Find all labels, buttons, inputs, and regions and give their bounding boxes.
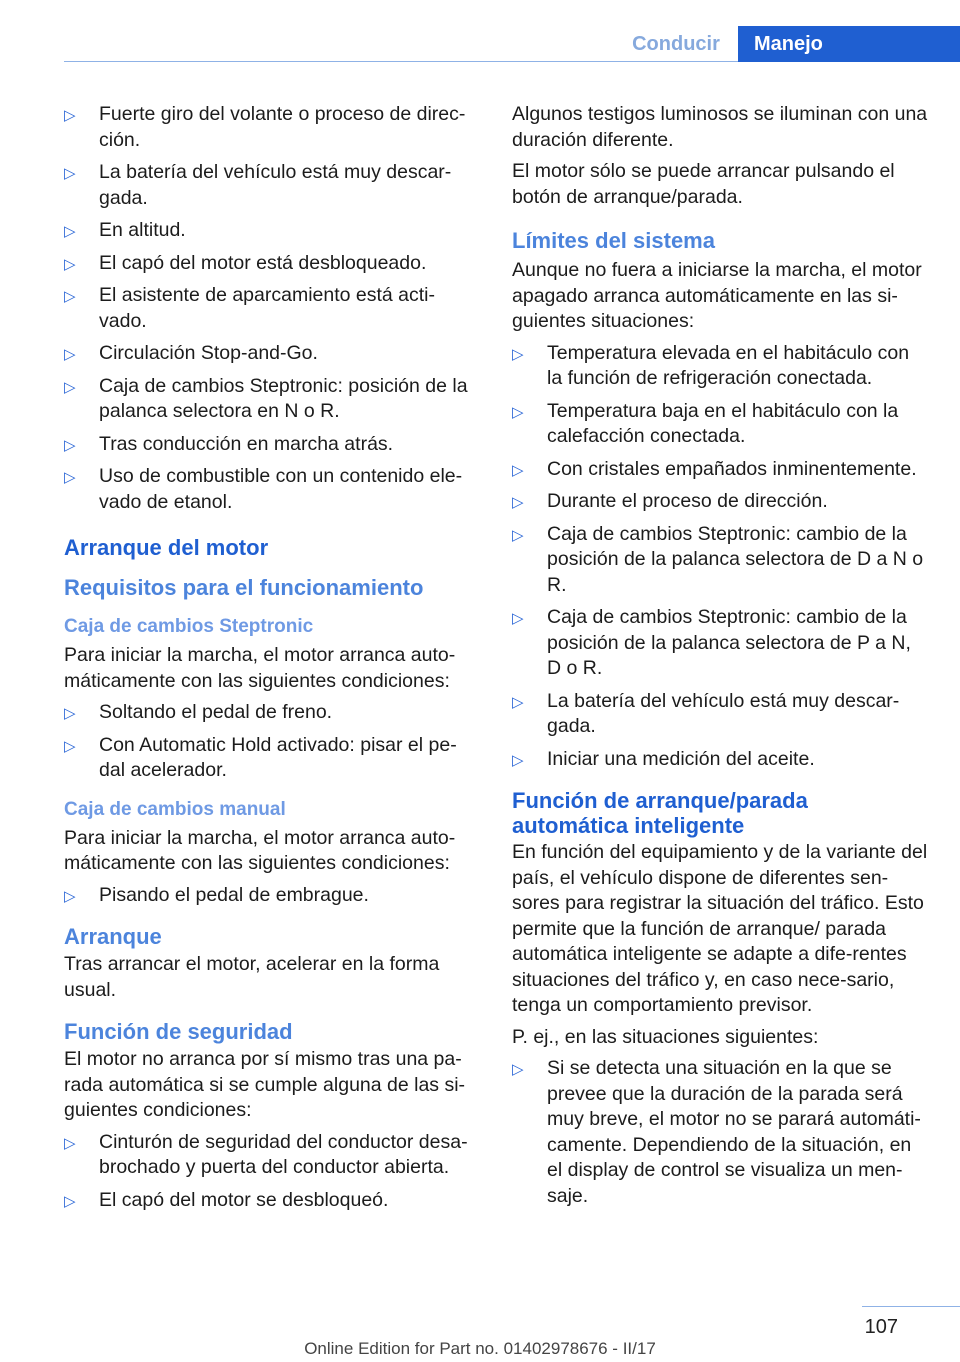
paragraph-testigos: Algunos testigos luminosos se iluminan con una duración diferente. [512,103,928,151]
list-item: ▷ Soltando el pedal de freno. [64,700,476,726]
list-item: ▷ Caja de cambios Steptronic: posición de la palanca selectora en N o R. [64,374,468,422]
list-item: ▷ Iniciar una medición del aceite. [512,747,928,773]
triangle-bullet-icon: ▷ [64,223,76,240]
list-item: ▷ Caja de cambios Steptronic: cambio de la posición de la palanca selectora de D a N o R. [512,522,924,596]
list-item: ▷ Caja de cambios Steptronic: cambio de la posición de la palanca selectora de P a N, D o R. [512,606,911,679]
list-item: ▷ Circulación Stop-and-Go. [64,341,476,367]
list-item: ▷ En altitud. [64,218,476,244]
triangle-bullet-icon: ▷ [64,705,76,722]
list-item: ▷ Con Automatic Hold activado: pisar el pe-dal acelerador. [64,733,457,781]
limites-list [512,341,928,773]
list-item: ▷ Temperatura baja en el habitáculo con la calefacción conectada. [512,399,899,447]
heading-inteligente: Función de arranque/parada automática inteligente [512,788,808,838]
tab-manejo[interactable]: Manejo [738,26,960,62]
triangle-bullet-icon: ▷ [512,751,524,769]
footer-rule [862,1306,960,1307]
list-item: ▷ El capó del motor se desbloqueó. [64,1188,476,1214]
tab-conducir[interactable]: Conducir [632,32,720,55]
triangle-bullet-icon: ▷ [512,403,524,421]
seguridad-list [64,1130,476,1214]
triangle-bullet-icon: ▷ [64,469,76,486]
list-item: ▷ Fuerte giro del volante o proceso de direc-ción. [64,103,466,151]
heading-requisitos: Requisitos para el funcionamiento [64,575,424,600]
paragraph-boton: El motor sólo se puede arrancar pulsando el botón de arranque/parada. [512,160,895,208]
triangle-bullet-icon: ▷ [64,436,76,454]
triangle-bullet-icon: ▷ [64,378,76,396]
paragraph-limites: Aunque no fuera a iniciarse la marcha, el motor apagado arranca automáticamente en las si-guientes situaciones: [512,259,922,332]
paragraph-arranque: Tras arrancar el motor, acelerar en la forma usual. [64,953,440,1001]
left-column [64,102,476,1220]
heading-manual: Caja de cambios manual [64,798,286,820]
paragraph-situaciones: P. ej., en las situaciones siguientes: [512,1025,819,1048]
page-number: 107 [864,1316,898,1338]
paragraph-steptronic: Para iniciar la marcha, el motor arranca auto-máticamente con las siguientes condiciones: [64,644,456,692]
manual-list [64,883,476,909]
list-item: ▷ Uso de combustible con un contenido ele-vado de etanol. [64,465,463,513]
heading-seguridad: Función de seguridad [64,1019,293,1044]
heading-steptronic: Caja de cambios Steptronic [64,616,314,637]
triangle-bullet-icon: ▷ [64,165,76,182]
list-item: ▷ Tras conducción en marcha atrás. [64,432,476,458]
heading-limites: Límites del sistema [512,228,715,253]
paragraph-manual: Para iniciar la marcha, el motor arranca auto-máticamente con las siguientes condiciones: [64,826,456,874]
triangle-bullet-icon: ▷ [64,107,76,124]
triangle-bullet-icon: ▷ [64,887,76,905]
triangle-bullet-icon: ▷ [512,693,524,711]
triangle-bullet-icon: ▷ [512,345,524,363]
triangle-bullet-icon: ▷ [64,255,76,273]
edition-note: Online Edition for Part no. 01402978676 - II/17 [304,1339,656,1358]
triangle-bullet-icon: ▷ [64,346,76,363]
triangle-bullet-icon: ▷ [512,1061,524,1078]
triangle-bullet-icon: ▷ [512,461,524,479]
list-item: ▷ La batería del vehículo está muy descar-gada. [512,689,900,737]
triangle-bullet-icon: ▷ [64,1134,76,1152]
list-item: ▷ Cinturón de seguridad del conductor desa-brochado y puerta del conductor abierta. [64,1130,468,1178]
list-item: ▷ Durante el proceso de dirección. [512,489,928,515]
heading-arranque: Arranque [64,924,162,949]
list-item: ▷ Temperatura elevada en el habitáculo con la función de refrigeración conectada. [512,341,910,389]
triangle-bullet-icon: ▷ [512,526,524,544]
list-item: ▷ Con cristales empañados inminentemente. [512,457,928,483]
right-column [512,102,928,1216]
triangle-bullet-icon: ▷ [512,494,524,511]
heading-arranque-motor: Arranque del motor [64,535,269,560]
paragraph-inteligente: En función del equipamiento y de la variante del país, el vehículo dispone de diferentes sen-sores para registrar la situación del tráfico. Esto permite que la función de arranque/ parada automática inteligente se adapte a dife-rentes situaciones del tráfico y, en caso nece-sario, tenga un comportamiento previsor. [512,841,928,1016]
triangle-bullet-icon: ▷ [64,737,76,755]
inteligente-list [512,1056,928,1209]
triangle-bullet-icon: ▷ [64,1192,76,1210]
triangle-bullet-icon: ▷ [64,288,76,305]
list-item: ▷ El capó del motor está desbloqueado. [64,251,476,277]
steptronic-list [64,700,476,784]
list-item: ▷ Si se detecta una situación en la que se prevee que la duración de la parada será muy breve, el motor no se parará automáti-camente. Dependiendo de la situación, en el display de control se visualiza un men-saje. [512,1057,921,1207]
condition-list [64,102,476,515]
list-item: ▷ Pisando el pedal de embrague. [64,883,476,909]
list-item: ▷ El asistente de aparcamiento está acti-vado. [64,284,436,332]
paragraph-seguridad: El motor no arranca por sí mismo tras una pa-rada automática si se cumple alguna de las si-guientes condiciones: [64,1048,466,1121]
list-item: ▷ La batería del vehículo está muy descar-gada. [64,161,452,209]
triangle-bullet-icon: ▷ [512,610,524,627]
